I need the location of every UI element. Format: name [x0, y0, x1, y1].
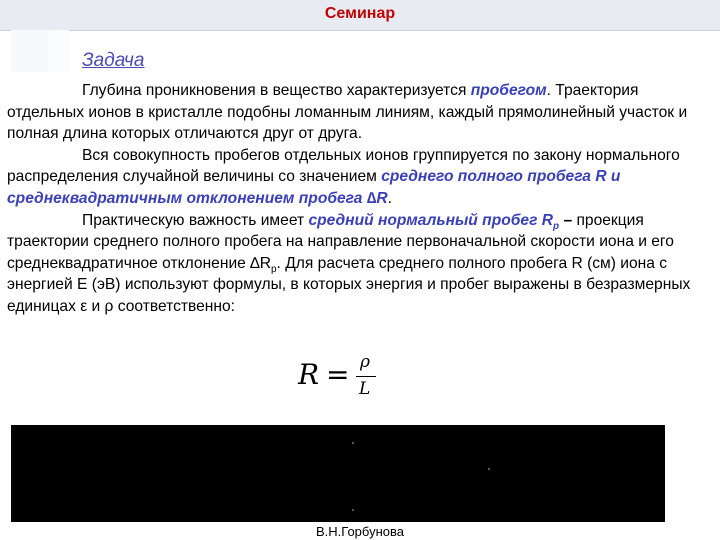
- formula-equals: =: [326, 358, 350, 391]
- text-run: проекция траектории среднего полного пробега на направление первоначальной скорости иона и его среднеквадратичное отклонение ∆R: [7, 211, 674, 272]
- text-run: .: [387, 189, 392, 207]
- paragraph-2: [7, 145, 713, 210]
- range-formula: [296, 352, 386, 408]
- emphasis-term: среднего полного пробега R и среднеквадратичным отклонением пробега ∆R: [7, 168, 621, 207]
- paragraph-3: [7, 210, 713, 318]
- subscript: p: [270, 263, 277, 275]
- slide-header-title: Семинар: [324, 5, 396, 22]
- formula-numerator: ρ: [360, 352, 370, 372]
- slide-body-text: [7, 80, 713, 318]
- decorative-column: [49, 30, 69, 72]
- text-run: . Для расчета среднего полного пробега R (см) иона с энергией E (эВ) используют формулы, в которых энергия и пробег выражены в безразмерных единицах ε и ρ соответственно:: [7, 254, 691, 315]
- fraction-bar: [356, 376, 376, 377]
- black-image-panel: [11, 425, 665, 522]
- speck: [488, 468, 490, 470]
- text-run: Глубина проникновения в вещество характеризуется: [82, 82, 471, 99]
- paragraph-1: [7, 80, 713, 145]
- speck: [352, 442, 354, 444]
- text-run: Практическую важность имеет: [82, 211, 309, 229]
- emphasis-term: [308, 211, 560, 232]
- dash: –: [559, 211, 573, 229]
- text-run: . Траектория отдельных ионов в кристалле подобны ломанным линиям, каждый прямолинейный участок и полная длина которых отличаются друг от друга.: [7, 82, 688, 143]
- author-name: В.Н.Горбунова: [316, 524, 404, 539]
- emphasis-term: пробегом: [470, 82, 547, 99]
- emphasis-text: средний нормальный пробег R: [308, 211, 553, 229]
- decorative-column: [11, 30, 49, 72]
- speck: [352, 509, 354, 511]
- subscript: p: [553, 220, 560, 232]
- task-title: Задача: [82, 50, 145, 71]
- formula-lhs: R: [298, 358, 320, 391]
- formula-denominator: L: [359, 379, 371, 399]
- text-run: Вся совокупность пробегов отдельных ионов группируется по закону нормального распределения случайной величины со значением: [7, 146, 680, 186]
